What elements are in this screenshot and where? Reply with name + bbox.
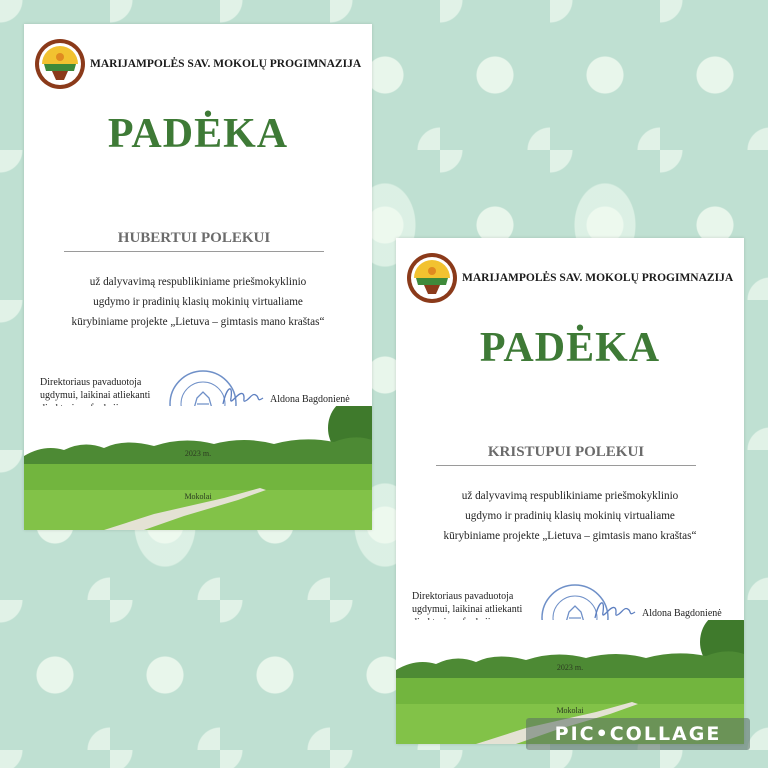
certificate-hubertui [24, 24, 372, 530]
certificate-title: PADĖKA [479, 325, 661, 371]
body-line: kūrybiniame projekte „Lietuva – gimtasis mano kraštas“ [71, 316, 325, 328]
school-name: MARIJAMPOLĖS SAV. MOKOLŲ PROGIMNAZIJA [462, 272, 734, 284]
certificate-place: Mokolai [184, 492, 212, 501]
certificate-body [24, 272, 372, 332]
body-line: kūrybiniame projekte „Lietuva – gimtasis mano kraštas“ [443, 530, 697, 542]
role-line: Direktoriaus pavaduotoja [40, 377, 142, 388]
certificate-kristupui [396, 238, 744, 744]
signer-name: Aldona Bagdonienė [642, 608, 722, 619]
recipient-name: KRISTUPUI POLEKUI [436, 444, 696, 466]
certificate-header [34, 38, 361, 90]
role-line: ugdymui, laikinai atliekanti [40, 390, 151, 401]
park-landscape-image [24, 406, 372, 530]
pic-collage-watermark: PIC•COLLAGE [526, 718, 750, 750]
certificate-year: 2023 m. [184, 449, 212, 458]
signer-name: Aldona Bagdonienė [270, 394, 350, 405]
certificate-year: 2023 m. [556, 663, 584, 672]
role-line: Direktoriaus pavaduotoja [412, 591, 514, 602]
body-line: ugdymo ir pradinių klasių mokinių virtualiame [93, 296, 303, 308]
body-line: ugdymo ir pradinių klasių mokinių virtualiame [465, 510, 675, 522]
school-name: MARIJAMPOLĖS SAV. MOKOLŲ PROGIMNAZIJA [90, 58, 362, 70]
certificate-place: Mokolai [556, 706, 584, 715]
school-emblem-icon [34, 38, 86, 90]
body-line: už dalyvavimą respublikiniame priešmokyklinio [89, 276, 307, 288]
recipient-name: HUBERTUI POLEKUI [64, 230, 324, 252]
certificate-body [396, 486, 744, 546]
certificate-header [406, 252, 733, 304]
school-emblem-icon [406, 252, 458, 304]
role-line: ugdymui, laikinai atliekanti [412, 604, 523, 615]
body-line: už dalyvavimą respublikiniame priešmokyklinio [461, 490, 679, 502]
certificate-title: PADĖKA [107, 111, 289, 157]
